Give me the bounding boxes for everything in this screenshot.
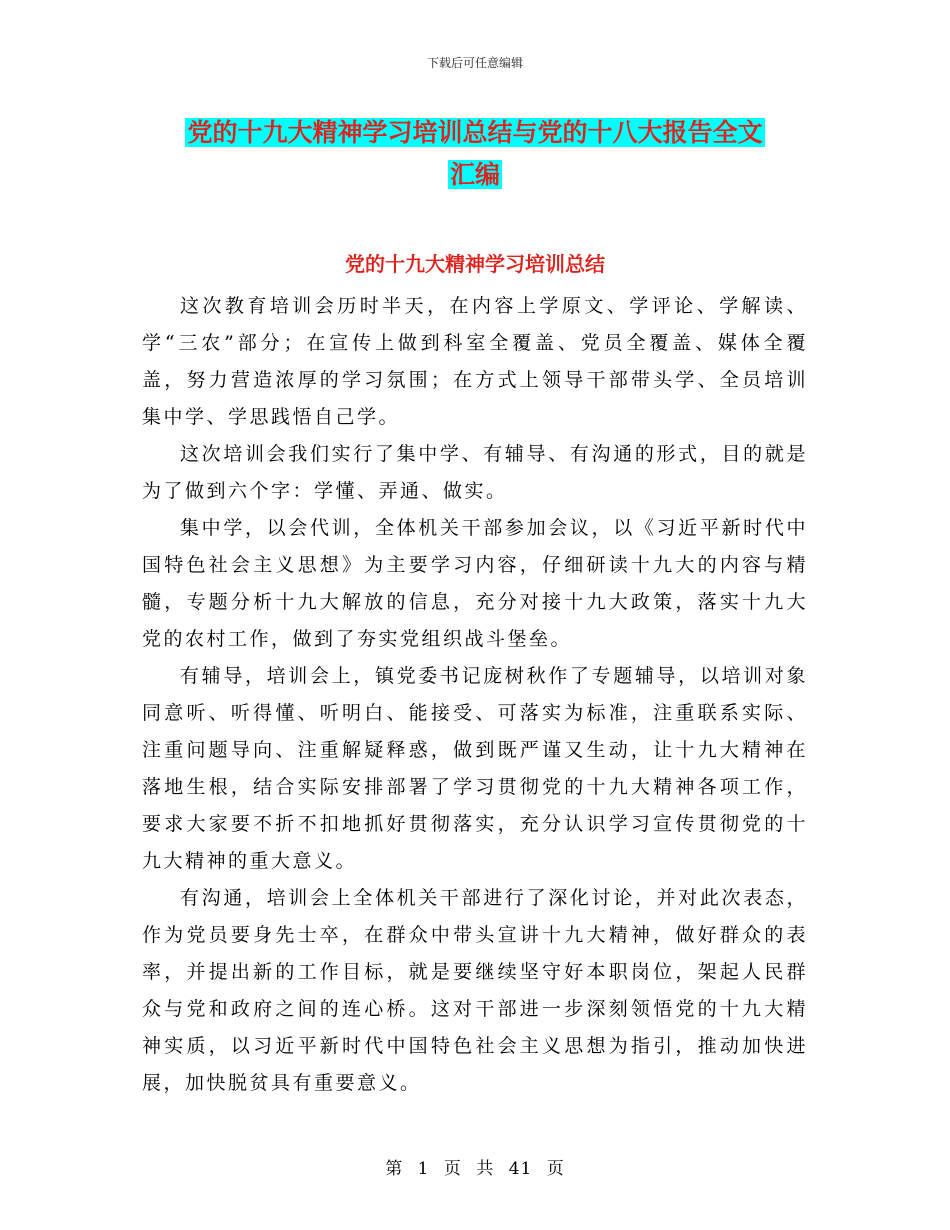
current-page-number: 1 <box>417 1159 430 1179</box>
document-title <box>142 112 808 196</box>
header-note: 下载后可任意编辑 <box>426 56 523 70</box>
total-page-number: 41 <box>508 1159 533 1179</box>
footer-label-di: 第 <box>385 1159 404 1179</box>
paragraph: 有沟通，培训会上全体机关干部进行了深化讨论，并对此次表态，作为党员要身先士卒，在群众中带头宣讲十九大精神，做好群众的表率，并提出新的工作目标，就是要继续坚守好本职岗位，架起人民群众与党和政府之间的连心桥。这对干部进一步深刻领悟党的十九大精神实质，以习近平新时代中国特色社会主义思想为指引，推动加快进展，加快脱贫具有重要意义。 <box>142 887 808 1094</box>
document-title-line2: 汇编 <box>449 160 500 189</box>
document-body <box>142 288 808 1102</box>
footer-label-ye: 页 <box>443 1159 462 1179</box>
section-title: 党的十九大精神学习培训总结 <box>345 252 605 276</box>
paragraph: 集中学，以会代训，全体机关干部参加会议，以《习近平新时代中国特色社会主义思想》为主要学习内容，仔细研读十九大的内容与精髓，专题分析十九大解放的信息，充分对接十九大政策，落实十九大党的农村工作，做到了夯实党组织战斗堡垒。 <box>142 517 808 650</box>
paragraph: 这次教育培训会历时半天，在内容上学原文、学评论、学解读、学“三农”部分；在宣传上做到科室全覆盖、党员全覆盖、媒体全覆盖，努力营造浓厚的学习氛围；在方式上领导干部带头学、全员培训集中学、学思践悟自己学。 <box>142 295 808 428</box>
paragraph: 有辅导，培训会上，镇党委书记庞树秋作了专题辅导，以培训对象同意听、听得懂、听明白、能接受、可落实为标准，注重联系实际、注重问题导向、注重解疑释惑，做到既严谨又生动，让十九大精神在落地生根，结合实际安排部署了学习贯彻党的十九大精神各项工作，要求大家要不折不扣地抓好贯彻落实，充分认识学习宣传贯彻党的十九大精神的重大意义。 <box>142 665 808 872</box>
paragraph: 这次培训会我们实行了集中学、有辅导、有沟通的形式，目的就是为了做到六个字：学懂、弄通、做实。 <box>142 443 808 502</box>
document-title-line1: 党的十九大精神学习培训总结与党的十八大报告全文 <box>187 118 763 147</box>
footer-label-ye2: 页 <box>546 1159 565 1179</box>
page-footer <box>0 1154 950 1179</box>
footer-label-gong: 共 <box>476 1159 495 1179</box>
